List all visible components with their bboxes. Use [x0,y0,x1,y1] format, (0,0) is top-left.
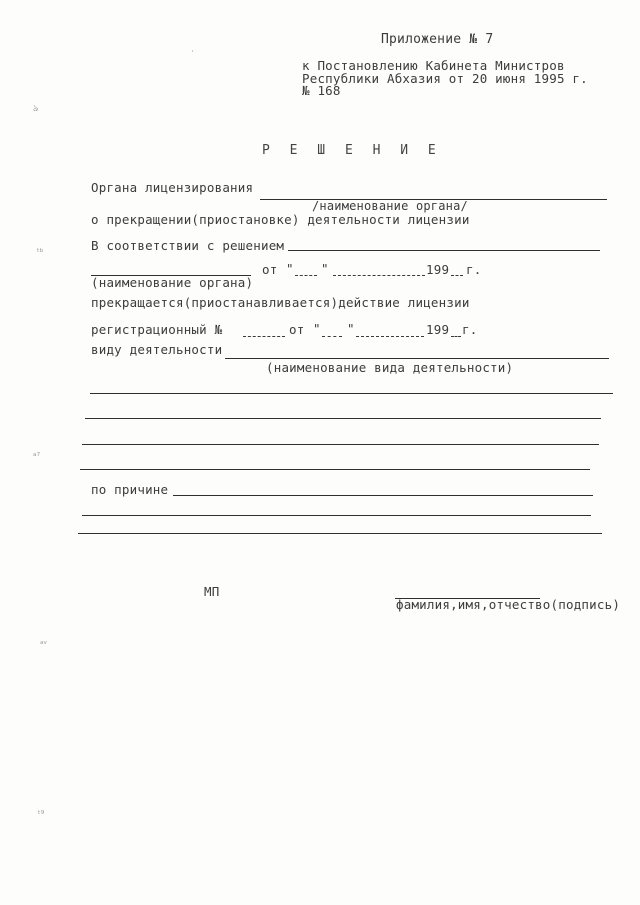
header-line-2: Республики Абхазия от 20 июня 1995 г. [302,71,588,86]
from-label-1: от [262,262,278,277]
stamp-place-label: МП [204,584,220,599]
reg-label: регистрационный № [91,322,223,337]
organ-caption: /наименование органа/ [312,199,468,213]
day-field-1[interactable] [295,275,317,276]
year-suffix-1: г. [466,262,482,277]
blank-line-2[interactable] [85,418,601,419]
month-field-1[interactable] [333,275,425,276]
reason-label: по причине [91,482,169,497]
year-field-2[interactable] [451,336,461,337]
header-line-3: № 168 [302,83,341,98]
stopped-line: прекращается(приостанавливается)действие лицензии [91,295,470,310]
quote-close-2: " [347,321,355,336]
scan-mark: ᵃᵛ [40,640,48,650]
from-label-2: от [289,322,305,337]
document-title: Р Е Ш Е Н И Е [262,143,442,158]
according-label: В соответствии с решением [91,238,285,253]
year-field-1[interactable] [451,275,463,276]
blank-line-4[interactable] [80,469,590,470]
quote-close-1: " [321,261,329,276]
blank-line-3[interactable] [82,444,599,445]
reg-number-field[interactable] [243,336,285,337]
decision-field-line[interactable] [288,250,600,251]
scan-mark: ঌ [33,104,39,114]
scan-mark: ᵃ⁷ [33,452,41,462]
scan-mark: ᵗᵇ [37,248,44,258]
subject-line: о прекращении(приостановке) деятельности лицензии [91,212,470,227]
scan-mark: ᵗ⁹ [38,810,45,820]
organ-label: Органа лицензирования [91,180,254,195]
day-field-2[interactable] [322,336,342,337]
quote-open-2: " [313,321,321,336]
organ-caption-2: (наименование органа) [91,275,254,290]
activity-caption: (наименование вида деятельности) [266,360,514,375]
year-prefix-2: 199 [426,322,450,337]
appendix-label: Приложение № 7 [381,32,494,47]
blank-line-1[interactable] [90,393,613,394]
quote-open-1: " [286,261,294,276]
header-line-1: к Постановлению Кабинета Министров [302,58,565,73]
signature-caption: фамилия,имя,отчество(подпись) [396,597,621,612]
activity-field-line[interactable] [225,358,609,359]
activity-label: виду деятельности [91,342,223,357]
reason-field-line[interactable] [173,495,593,496]
blank-line-5[interactable] [82,515,591,516]
blank-line-6[interactable] [78,533,602,534]
year-suffix-2: г. [462,322,478,337]
scan-mark: · [191,47,194,57]
year-prefix-1: 199 [426,262,450,277]
month-field-2[interactable] [356,336,424,337]
